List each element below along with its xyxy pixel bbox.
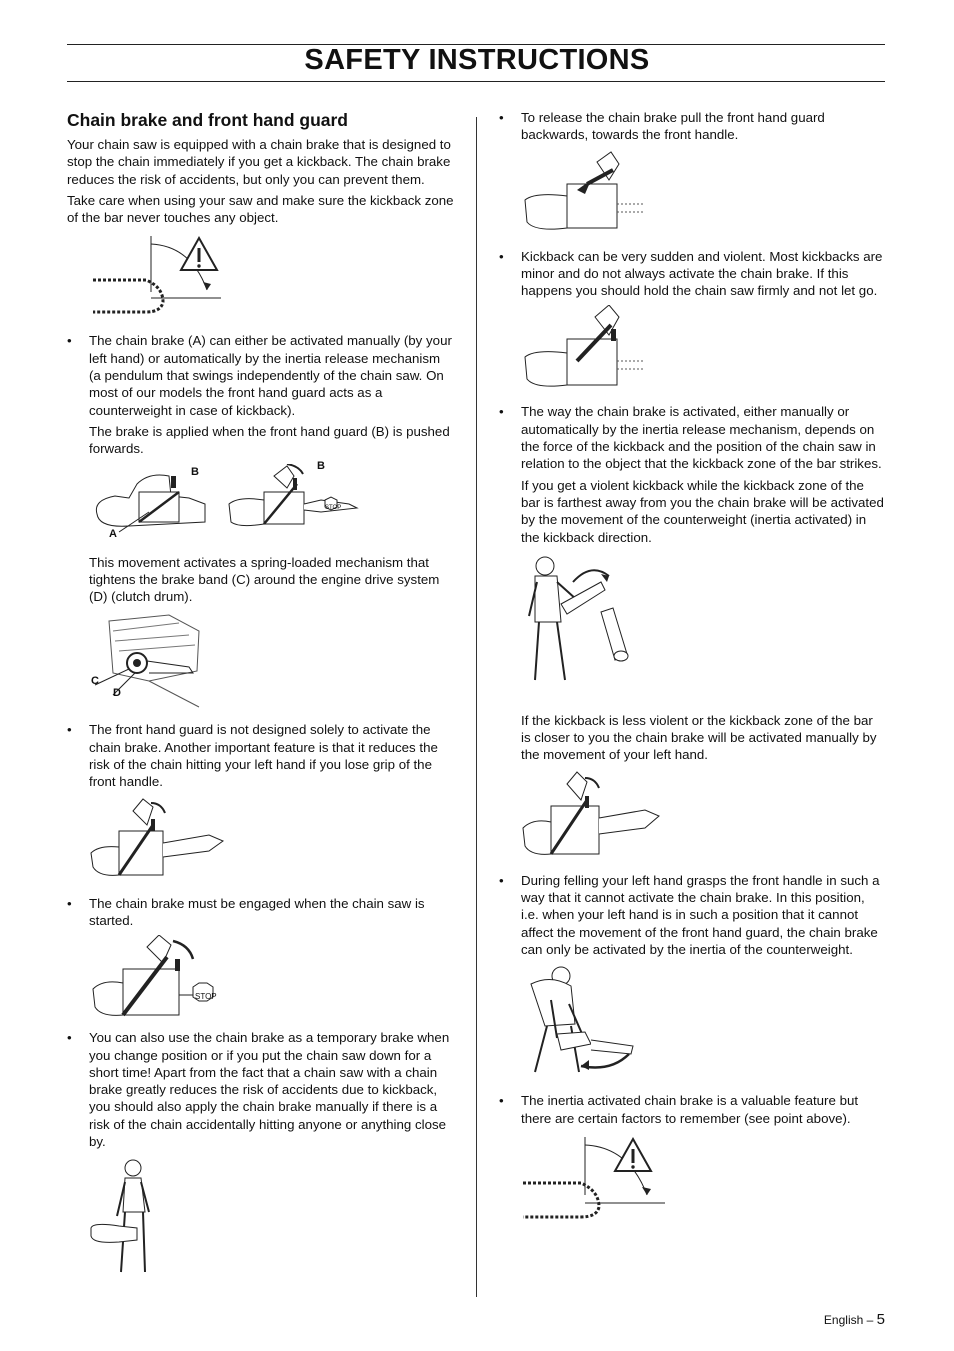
bullet-felling-grip: [499, 872, 885, 958]
hand-guard-illustration: [67, 797, 455, 885]
intro-paragraph-1: Your chain saw is equipped with a chain brake that is designed to stop the chain immediately if you get a kickback. The chain brake reduces the risk of accidents, but only you can prevent them.: [67, 137, 451, 187]
bullet-release-brake: [499, 109, 885, 144]
label-a: A: [109, 527, 117, 540]
manual-activation-illustration: [499, 770, 885, 862]
title-rule: [67, 81, 885, 82]
page-number: 5: [876, 1311, 885, 1328]
intro-paragraph-2: Take care when using your saw and make sure the kickback zone of the bar never touches any object.: [67, 192, 454, 226]
bullet-activation-method: [499, 403, 885, 545]
bullet-text: During felling your left hand grasps the front handle in such a way that it cannot activate the chain brake. In this position, i.e. when your left hand is in such a position that it cannot affect the movement of the front hand guard, the chain brake can only be activated by the inertia of the counterweight.: [521, 872, 880, 957]
label-b2: B: [317, 459, 325, 472]
stop-sign-label: STOP: [195, 992, 217, 1002]
hold-firmly-illustration: [499, 305, 885, 393]
bullet-dot: •: [67, 722, 72, 738]
bullet-continuation: If you get a violent kickback while the kickback zone of the bar is farthest away from you the chain brake will be activated by the movement of the counterweight (inertia activated) in the kickback direction.: [521, 477, 884, 545]
section-heading: Chain brake and front hand guard: [67, 110, 348, 130]
bullet-dot: •: [499, 872, 504, 888]
footer-language: English: [823, 1313, 864, 1327]
bullet-kickback-sudden: [499, 248, 885, 300]
bullet-text: The front hand guard is not designed solely to activate the chain brake. Another important feature is that it reduces the risk of the chain hitting your left hand if you lose grip of the front handle.: [89, 722, 438, 790]
felling-position-illustration: [499, 964, 885, 1082]
bullet-engaged-when-started: [67, 895, 455, 930]
person-carrying-saw-illustration: [67, 1156, 455, 1276]
bullet-dot: •: [67, 895, 72, 911]
bullet-dot: •: [499, 1093, 504, 1109]
bullet-dot: •: [67, 1030, 72, 1046]
engaged-start-illustration: [67, 935, 455, 1019]
less-violent-text: If the kickback is less violent or the kickback zone of the bar is closer to you the chain brake will be activated manually by the movement of your left hand.: [521, 712, 877, 763]
right-column: [499, 109, 885, 1239]
bullet-text: The way the chain brake is activated, either manually or automatically by the inertia release mechanism, depends on the force of the kickback and the position of the chain saw in relation to the object that the kickback zone of the bar strikes.: [521, 404, 882, 472]
bullet-text: Kickback can be very sudden and violent. Most kickbacks are minor and do not always activate the chain brake. If this happens you should hold the chain saw firmly and not let go.: [521, 248, 883, 299]
release-brake-illustration: [499, 150, 885, 238]
label-c: C: [91, 675, 99, 688]
bullet-chain-brake-activation: [67, 332, 455, 457]
label-d: D: [113, 687, 121, 700]
label-b: B: [191, 465, 199, 478]
page-title: SAFETY INSTRUCTIONS: [304, 44, 650, 76]
bullet-text: The inertia activated chain brake is a valuable feature but there are certain factors to remember (see point above).: [521, 1093, 859, 1126]
page-footer: [824, 1311, 885, 1328]
brake-band-illustration: [67, 611, 455, 711]
bullet-text: You can also use the chain brake as a temporary brake when you change position or if you put the chain saw down for a short time! Apart from the fact that a chain saw with a chain brake greatly reduces the risk of accidents due to kickback, you should also apply the chain brake manually if there is a risk of the chain accidentally hitting anyone or anything close by.: [89, 1030, 450, 1150]
kickback-zone-illustration: [91, 232, 455, 322]
brake-activation-illustration: [67, 459, 455, 544]
bullet-dot: •: [499, 248, 504, 264]
bullet-inertia-feature: [499, 1092, 885, 1127]
kickback-zone-illustration-2: [499, 1133, 885, 1229]
bullet-text: The chain brake (A) can either be activated manually (by your left hand) or automatically by the inertia release mechanism (a pendulum that swings independently of the chain saw. On most of our models the front hand guard acts as a counterweight in case of kickback).: [89, 333, 452, 418]
stop-sign-label: STOP: [325, 504, 342, 511]
bullet-text: The chain brake must be engaged when the chain saw is started.: [89, 895, 425, 928]
bullet-temporary-brake: [67, 1029, 455, 1150]
bullet-front-hand-guard: [67, 721, 455, 790]
left-column: [67, 109, 455, 1286]
bullet-dot: •: [499, 110, 504, 125]
movement-text: This movement activates a spring-loaded mechanism that tightens the brake band (C) around the engine drive system (D) (clutch drum).: [89, 554, 440, 605]
violent-kickback-illustration: [499, 552, 885, 702]
column-divider: [476, 117, 477, 1297]
footer-dash: –: [866, 1313, 874, 1327]
bullet-continuation: The brake is applied when the front hand guard (B) is pushed forwards.: [89, 423, 450, 457]
bullet-text: To release the chain brake pull the front hand guard backwards, towards the front handle.: [521, 110, 825, 143]
bullet-dot: •: [499, 404, 504, 420]
bullet-dot: •: [67, 333, 72, 349]
